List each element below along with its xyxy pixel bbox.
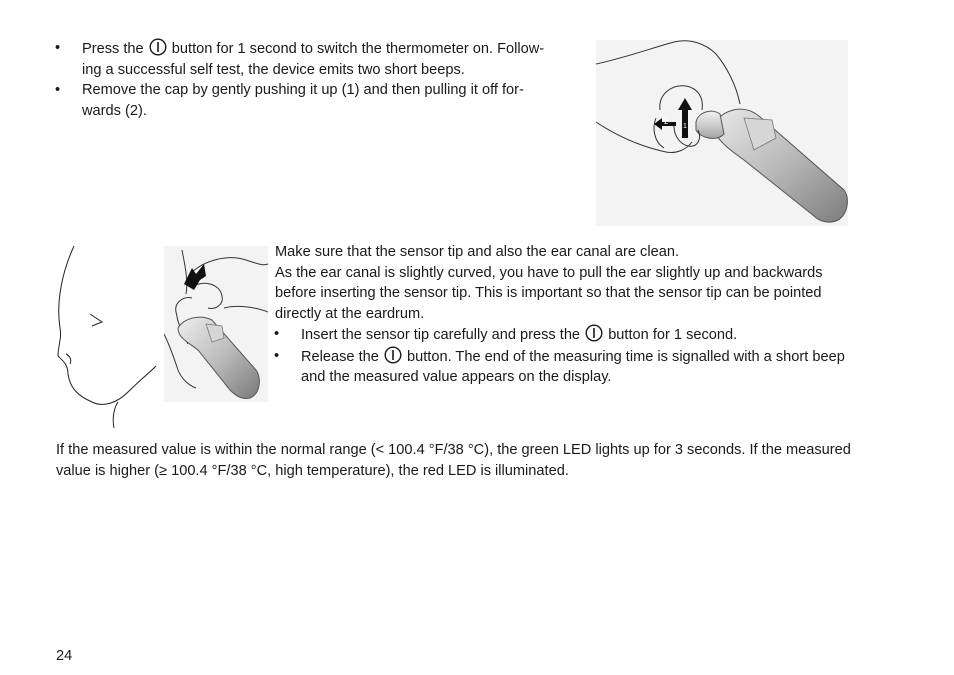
- power-button-icon: [149, 38, 167, 56]
- bullet-text-after: button for 1 second.: [608, 327, 738, 343]
- face-outline: [58, 246, 156, 404]
- section1-bullet-2: [55, 80, 582, 121]
- thermometer-cap: [696, 111, 724, 138]
- bullet-marker: •: [55, 82, 61, 98]
- bullet-text-before: Press the: [82, 41, 144, 57]
- section2-bullet-2: [274, 346, 915, 388]
- bullet-marker: •: [55, 40, 61, 56]
- section2-bullet-1: [274, 324, 915, 346]
- page-number: 24: [56, 648, 73, 664]
- section1-bullet-1: [55, 38, 582, 80]
- face-profile-illustration: [52, 242, 164, 432]
- bullet-text-before: Release the: [301, 348, 379, 365]
- section2-list: [275, 324, 915, 388]
- power-button-icon: [585, 324, 603, 342]
- bullet-text-after: button. The end of the measuring time is signalled with a short beep: [407, 348, 845, 365]
- section2-line-4: directly at the eardrum.: [275, 305, 425, 322]
- arrow-label-2: 2: [664, 117, 669, 126]
- bullet-marker: •: [274, 347, 280, 364]
- mouth-outline: [66, 354, 71, 364]
- neck-outline: [113, 402, 118, 428]
- bullet-marker: •: [274, 326, 280, 342]
- section3-line-2: value is higher (≥ 100.4 °F/38 °C, high temperature), the red LED is illuminated.: [56, 462, 569, 479]
- bullet-text-line2: and the measured value appears on the display.: [301, 369, 612, 385]
- bullet-text-before: Insert the sensor tip carefully and press the: [301, 327, 581, 343]
- section2-line-2: As the ear canal is slightly curved, you have to pull the ear slightly up and backwards: [275, 264, 823, 281]
- power-button-icon: [384, 346, 402, 364]
- bullet-text-after: button for 1 second to switch the thermometer on. Follow-: [171, 41, 545, 57]
- section2-line-1: Make sure that the sensor tip and also the ear canal are clean.: [275, 244, 680, 260]
- section1-list: [55, 38, 582, 121]
- section3-line-1: If the measured value is within the normal range (< 100.4 °F/38 °C), the green LED lights up for 3 seconds. If the measured: [56, 442, 851, 458]
- cap-removal-illustration: [594, 38, 850, 228]
- ear-measurement-illustration: [164, 246, 268, 402]
- bullet-text-line1: Remove the cap by gently pushing it up (1) and then pulling it off for-: [82, 82, 524, 98]
- arrow-label-1: 1: [683, 123, 687, 130]
- eye-outline: [90, 314, 102, 326]
- bullet-text-line2: wards (2).: [82, 102, 147, 119]
- section3-text: [56, 440, 936, 481]
- section2-line-3: before inserting the sensor tip. This is important so that the sensor tip can be pointed: [275, 285, 822, 301]
- section2-text: [275, 242, 915, 388]
- bullet-text-line2: ing a successful self test, the device emits two short beeps.: [82, 61, 465, 78]
